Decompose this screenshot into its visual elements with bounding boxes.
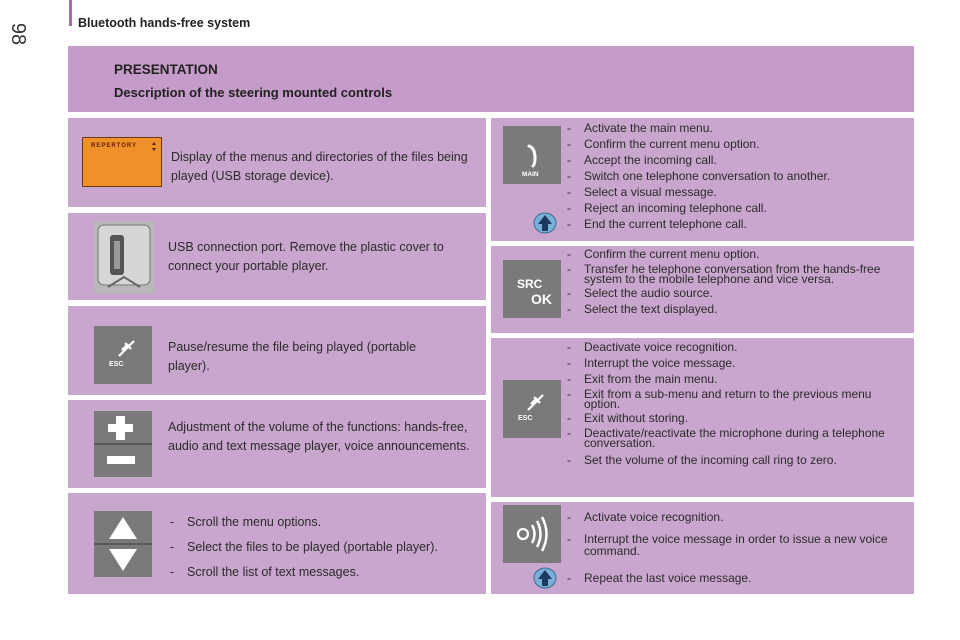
scroll-wheel-icon <box>533 211 557 235</box>
panel-srcok <box>491 246 914 333</box>
list-item: - Deactivate/reactivate the microphone during a telephone conversation. <box>567 428 902 448</box>
src-ok-button-icon <box>503 260 561 318</box>
repertory-arrows-icon <box>83 138 161 186</box>
list-item: - Accept the incoming call. <box>567 154 902 167</box>
list-item: - Set the volume of the incoming call ring to zero. <box>567 454 902 467</box>
list-item: - Switch one telephone conversation to another. <box>567 170 902 183</box>
src-ok-icon <box>503 260 561 318</box>
scroll-list <box>170 516 475 591</box>
voice-button-icon <box>503 505 561 563</box>
list-item: - Reject an incoming telephone call. <box>567 202 902 215</box>
main-list <box>567 122 902 234</box>
src-label: SRC <box>517 277 543 291</box>
list-item: - Interrupt the voice message in order to issue a new voice command. <box>567 533 902 557</box>
voice-list <box>567 511 902 560</box>
panel-repertory <box>68 118 486 207</box>
mic-off-icon <box>94 326 152 384</box>
esc-label: ESC <box>109 361 124 368</box>
panel-main <box>491 118 914 241</box>
repertory-label: REPERTORY <box>91 143 138 149</box>
list-item: - Transfer he telephone conversation from the hands-free system to the mobile telephone and vice versa. <box>567 264 902 284</box>
list-item: - Select the files to be played (portable player). <box>170 541 475 554</box>
page-subtitle: Description of the steering mounted controls <box>114 85 393 100</box>
main-label: MAIN <box>522 171 539 178</box>
esc-list <box>567 341 902 470</box>
esc-button-icon <box>94 326 152 384</box>
panel-voice <box>491 502 914 594</box>
panel-pause <box>68 306 486 395</box>
page-number: 98 <box>7 22 29 46</box>
scroll-buttons-icon <box>94 511 152 577</box>
list-item: - Interrupt the voice message. <box>567 357 902 370</box>
repertory-button-icon <box>82 137 162 187</box>
panel-usb <box>68 213 486 300</box>
volume-description: Adjustment of the volume of the functions: hands-free, audio and text message player, voice announcements. <box>168 420 470 453</box>
usb-description: USB connection port. Remove the plastic cover to connect your portable player. <box>168 240 444 273</box>
srcok-list <box>567 248 902 319</box>
section-marker <box>69 0 72 26</box>
up-down-arrows-icon <box>94 511 152 577</box>
page-title: PRESENTATION <box>114 62 218 77</box>
esc-button-icon <box>503 380 561 438</box>
list-item: - Repeat the last voice message. <box>567 572 902 585</box>
list-item: - Deactivate voice recognition. <box>567 341 902 354</box>
voice-repeat-list <box>567 572 902 588</box>
phone-icon <box>503 126 561 184</box>
header-banner <box>68 46 914 112</box>
main-button-icon <box>503 126 561 184</box>
list-item: - Select a visual message. <box>567 186 902 199</box>
list-item: - Select the text displayed. <box>567 303 902 316</box>
list-item: - Activate the main menu. <box>567 122 902 135</box>
list-item: - Confirm the current menu option. <box>567 138 902 151</box>
ok-label: OK <box>531 291 552 307</box>
voice-waves-icon <box>503 505 561 563</box>
panel-volume <box>68 400 486 488</box>
list-item: - Select the audio source. <box>567 287 902 300</box>
panel-scroll <box>68 493 486 594</box>
scroll-wheel-icon <box>533 566 557 590</box>
pause-description: Pause/resume the file being played (portable player). <box>168 340 417 373</box>
list-item: - Scroll the list of text messages. <box>170 566 475 579</box>
list-item: - Confirm the current menu option. <box>567 248 902 261</box>
mic-off-icon <box>503 380 561 438</box>
volume-buttons-icon <box>94 411 152 477</box>
section-title: Bluetooth hands-free system <box>78 16 251 30</box>
list-item: - Activate voice recognition. <box>567 511 902 524</box>
list-item: - Exit without storing. <box>567 412 902 425</box>
list-item: - Scroll the menu options. <box>170 516 475 529</box>
list-item: - Exit from the main menu. <box>567 373 902 386</box>
plus-minus-icon <box>94 411 152 477</box>
list-item: - Exit from a sub-menu and return to the previous menu option. <box>567 389 902 409</box>
repertory-description: Display of the menus and directories of the files being played (USB storage device). <box>171 150 468 183</box>
usb-port-icon <box>94 221 154 293</box>
esc-label: ESC <box>518 415 533 422</box>
list-item: - End the current telephone call. <box>567 218 902 231</box>
panel-esc <box>491 338 914 497</box>
